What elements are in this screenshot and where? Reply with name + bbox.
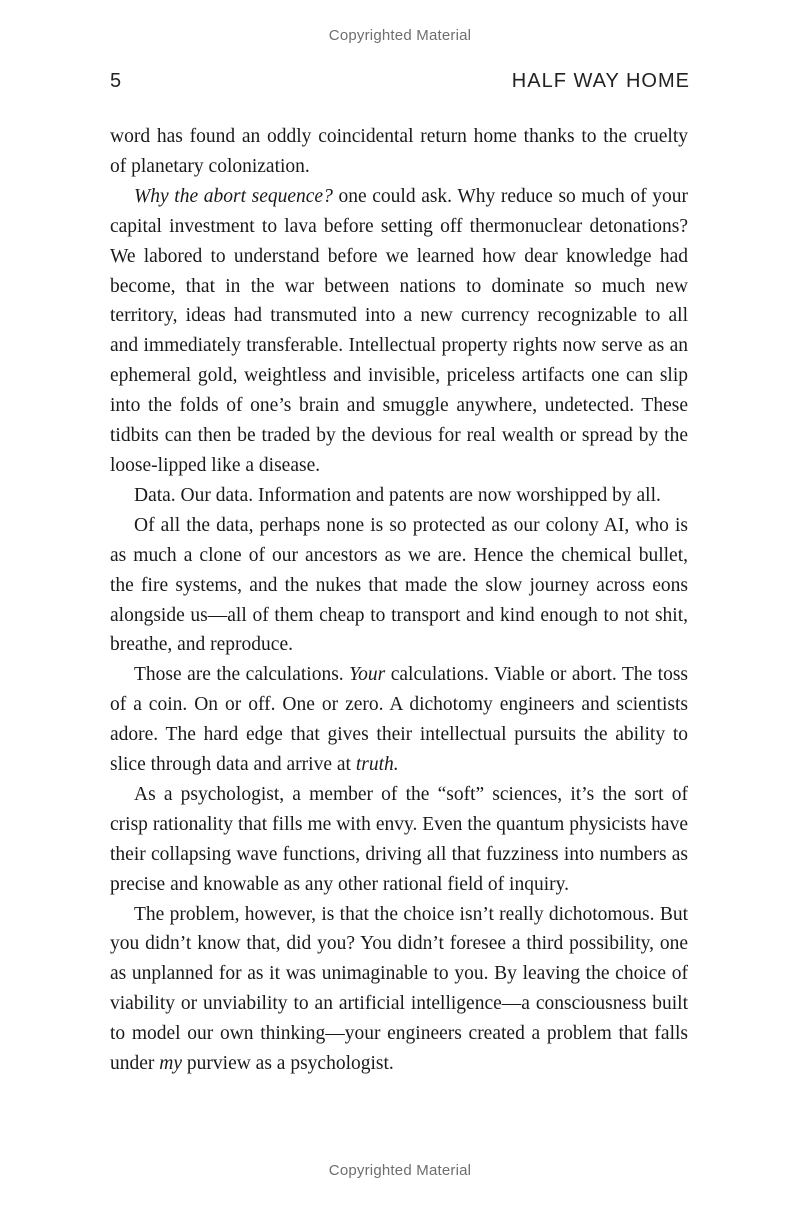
paragraph-3 — [110, 481, 688, 511]
paragraph-1 — [110, 122, 688, 182]
paragraph-2-text: one could ask. Why reduce so much of your capital investment to lava before setting off thermonuclear detonations? We labored to understand before we learned how dear knowledge had become, that in the war between nations to dominate so much new territory, ideas had transmuted into a new currency recognizable to all and immediately transferable. Intellectual property rights now serve as an ephemeral gold, weightless and invisible, priceless artifacts one can slip into the folds of one’s brain and smuggle anywhere, undetected. These tidbits can then be traded by the devious for real wealth or spread by the loose-lipped like a disease. — [110, 185, 688, 476]
paragraph-3-text: Data. Our data. Information and patents are now worshipped by all. — [134, 484, 661, 506]
paragraph-4-text: Of all the data, perhaps none is so protected as our colony AI, who is as much a clone of our ancestors as we are. Hence the chemical bullet, the fire systems, and the nukes that made the slow journey across eons alongside us—all of them cheap to transport and kind enough to not shit, breathe, and reproduce. — [110, 514, 688, 656]
copyright-watermark-top: Copyrighted Material — [328, 27, 472, 44]
paragraph-5-italic-truth: truth. — [355, 754, 399, 776]
copyright-watermark-bottom: Copyrighted Material — [328, 1162, 472, 1179]
paragraph-5-text-middle: calculations. Viable or abort. The toss of a coin. On or off. One or zero. A dichotomy engineers and scientists adore. The hard edge that gives their intellectual pursuits the ability to slice through data and arrive at — [110, 664, 688, 776]
paragraph-2-italic: Why the abort sequence? — [134, 185, 333, 207]
paragraph-5 — [110, 660, 688, 780]
paragraph-7-italic-my: my — [159, 1053, 183, 1075]
paragraph-5-text-before: Those are the calculations. — [134, 664, 350, 686]
paragraph-5-italic-your: Your — [349, 664, 386, 686]
paragraph-4 — [110, 511, 688, 661]
paragraph-6-text: As a psychologist, a member of the “soft” sciences, it’s the sort of crisp rationality that fills me with envy. Even the quantum physicists have their collapsing wave functions, driving all that fuzziness into numbers as precise and knowable as any other rational field of inquiry. — [110, 783, 688, 895]
book-title: HALF WAY HOME — [511, 70, 690, 92]
paragraph-6 — [110, 780, 688, 900]
paragraph-1-text: word has found an oddly coincidental return home thanks to the cruelty of planetary colonization. — [110, 126, 688, 177]
paragraph-7-text-after: purview as a psychologist. — [182, 1053, 394, 1075]
running-head — [110, 70, 690, 98]
paragraph-7 — [110, 900, 688, 1079]
paragraph-2 — [110, 182, 688, 481]
body-text — [110, 122, 688, 1079]
paragraph-7-text-before: The problem, however, is that the choice isn’t really dichotomous. But you didn’t know that, did you? You didn’t foresee a third possibility, one as unplanned for as it was unimaginable to you. By leaving the choice of viability or unviability to an artificial intelligence—a consciousness built to model our own thinking—your engineers created a problem that falls under — [110, 903, 688, 1075]
page-number: 5 — [110, 70, 122, 92]
